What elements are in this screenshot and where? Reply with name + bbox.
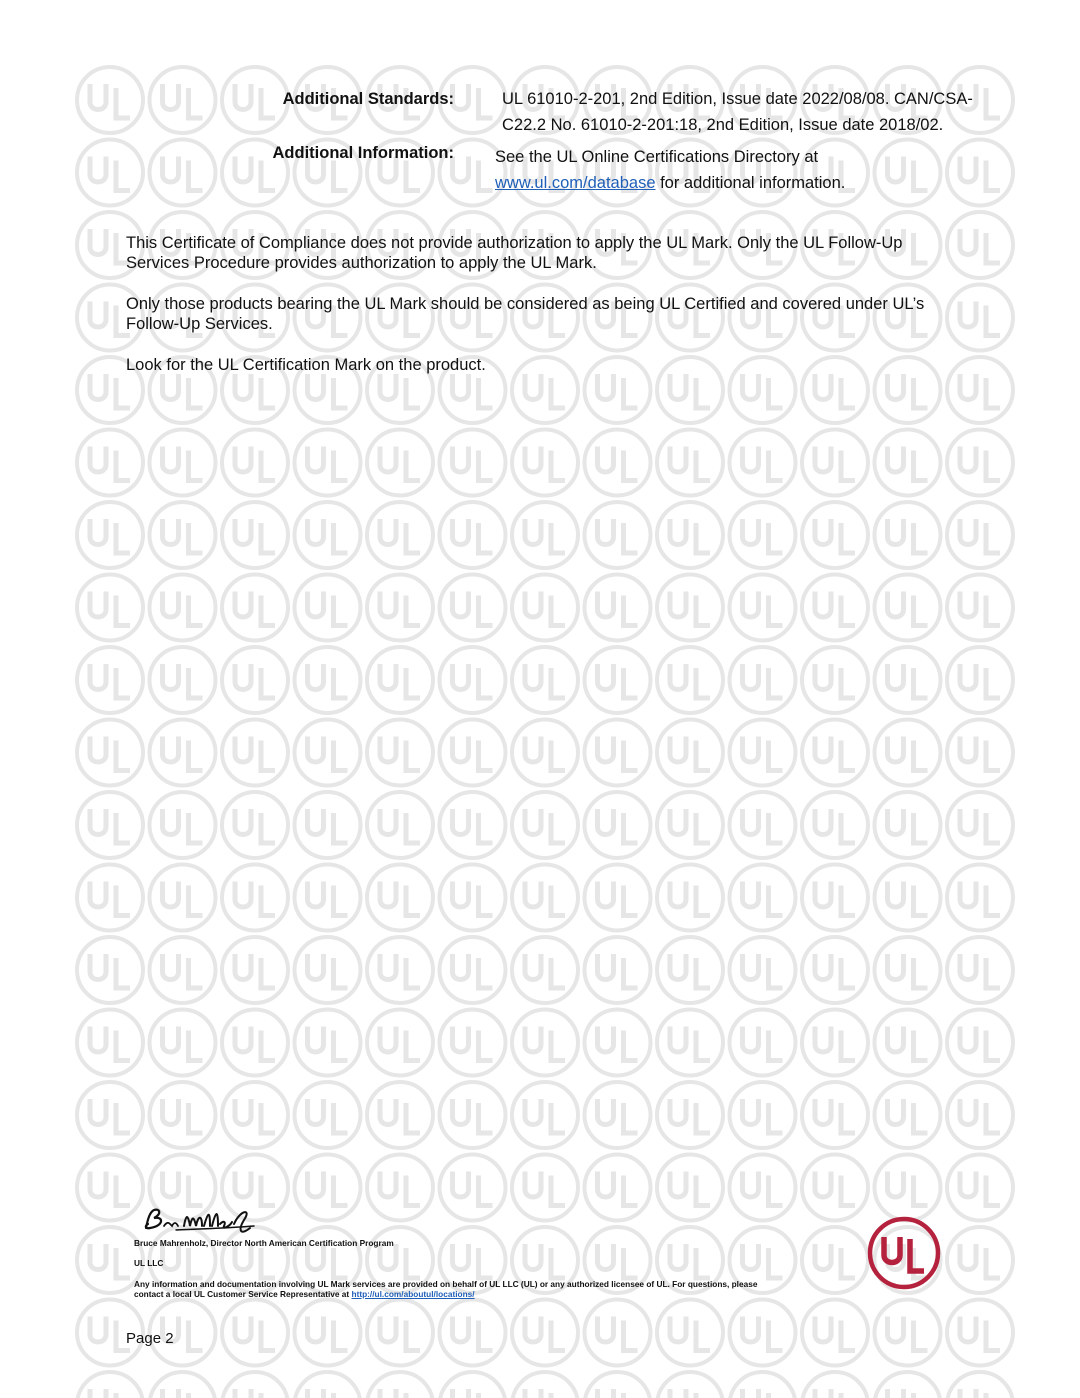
watermark-ul-mark — [947, 937, 1013, 1003]
watermark-ul-mark — [295, 1082, 361, 1148]
watermark-ul-mark — [585, 502, 651, 568]
watermark-ul-mark — [512, 1082, 578, 1148]
watermark-ul-mark — [150, 647, 216, 713]
watermark-ul-mark — [295, 502, 361, 568]
watermark-ul-mark — [947, 1372, 1013, 1398]
watermark-ul-mark — [367, 865, 433, 931]
ul-logo-ring — [870, 1219, 938, 1287]
additional-standards-line-2: C22.2 No. 61010-2-201:18, 2nd Edition, Issue date 2018/02. — [502, 116, 944, 134]
watermark-ul-mark — [77, 502, 143, 568]
watermark-ul-mark — [295, 937, 361, 1003]
signatory-name: Bruce Mahrenholz, Director North American Certification Program — [134, 1238, 394, 1248]
watermark-ul-mark — [802, 430, 868, 496]
watermark-ul-mark — [875, 720, 941, 786]
watermark-ul-mark — [512, 430, 578, 496]
watermark-ul-mark — [875, 1010, 941, 1076]
watermark-ul-mark — [947, 647, 1013, 713]
ul-logo — [866, 1215, 942, 1291]
additional-standards-label: Additional Standards: — [282, 90, 454, 108]
watermark-ul-mark — [150, 1082, 216, 1148]
watermark-ul-mark — [947, 575, 1013, 641]
watermark-ul-mark — [875, 1155, 941, 1221]
signature-image — [140, 1204, 260, 1236]
watermark-ul-mark — [150, 140, 216, 206]
watermark-ul-mark — [875, 865, 941, 931]
watermark-ul-mark — [367, 1372, 433, 1398]
watermark-ul-mark — [802, 502, 868, 568]
watermark-ul-mark — [730, 1300, 796, 1366]
watermark-ul-mark — [585, 937, 651, 1003]
disclaimer-text — [134, 1279, 757, 1299]
watermark-ul-mark — [802, 1082, 868, 1148]
ul-logo-u — [884, 1237, 900, 1263]
watermark-ul-mark — [77, 1010, 143, 1076]
watermark-ul-mark — [947, 285, 1013, 351]
additional-information-value — [495, 144, 845, 196]
watermark-ul-mark — [150, 1010, 216, 1076]
watermark-ul-mark — [367, 575, 433, 641]
watermark-ul-mark — [657, 865, 723, 931]
ul-logo-l — [910, 1239, 924, 1271]
watermark-ul-mark — [440, 502, 506, 568]
watermark-ul-mark — [150, 502, 216, 568]
watermark-ul-mark — [222, 647, 288, 713]
watermark-ul-mark — [802, 1227, 868, 1293]
watermark-ul-mark — [585, 647, 651, 713]
watermark-ul-mark — [222, 720, 288, 786]
watermark-ul-mark — [77, 647, 143, 713]
watermark-ul-mark — [222, 937, 288, 1003]
watermark-ul-mark — [77, 720, 143, 786]
watermark-ul-mark — [730, 937, 796, 1003]
watermark-ul-mark — [657, 1010, 723, 1076]
watermark-ul-mark — [222, 792, 288, 858]
watermark-ul-mark — [802, 937, 868, 1003]
watermark-ul-mark — [802, 1372, 868, 1398]
watermark-ul-mark — [440, 720, 506, 786]
watermark-ul-mark — [802, 1300, 868, 1366]
additional-standards-value — [502, 86, 973, 138]
watermark-ul-mark — [657, 502, 723, 568]
watermark-ul-mark — [802, 865, 868, 931]
watermark-ul-mark — [657, 1155, 723, 1221]
watermark-ul-mark — [77, 1155, 143, 1221]
watermark-ul-mark — [730, 430, 796, 496]
watermark-ul-mark — [730, 1082, 796, 1148]
watermark-ul-mark — [150, 865, 216, 931]
watermark-ul-mark — [875, 430, 941, 496]
watermark-ul-mark — [875, 1082, 941, 1148]
watermark-ul-mark — [367, 430, 433, 496]
watermark-ul-mark — [367, 1010, 433, 1076]
watermark-ul-mark — [657, 1300, 723, 1366]
watermark-ul-mark — [222, 67, 288, 133]
ul-locations-link[interactable]: http://ul.com/aboutul/locations/ — [351, 1289, 475, 1299]
additional-information-line-1: See the UL Online Certifications Directory at — [495, 148, 819, 166]
watermark-ul-mark — [77, 1372, 143, 1398]
watermark-ul-mark — [512, 865, 578, 931]
watermark-ul-mark — [440, 1082, 506, 1148]
watermark-ul-mark — [730, 865, 796, 931]
ul-database-link[interactable]: www.ul.com/database — [495, 174, 656, 192]
watermark-ul-mark — [802, 575, 868, 641]
watermark-ul-mark — [585, 1010, 651, 1076]
watermark-ul-mark — [512, 575, 578, 641]
watermark-ul-mark — [295, 1155, 361, 1221]
watermark-ul-mark — [947, 1010, 1013, 1076]
watermark-ul-mark — [295, 1300, 361, 1366]
watermark-ul-mark — [295, 647, 361, 713]
additional-information-line-2-rest: for additional information. — [655, 174, 846, 192]
watermark-ul-mark — [585, 1300, 651, 1366]
watermark-ul-mark — [222, 575, 288, 641]
watermark-ul-mark — [947, 1300, 1013, 1366]
watermark-ul-mark — [150, 792, 216, 858]
watermark-ul-mark — [77, 1082, 143, 1148]
watermark-ul-mark — [295, 720, 361, 786]
watermark-ul-mark — [802, 647, 868, 713]
watermark-ul-mark — [585, 865, 651, 931]
watermark-ul-mark — [875, 1372, 941, 1398]
watermark-ul-mark — [730, 720, 796, 786]
watermark-ul-mark — [440, 1155, 506, 1221]
watermark-ul-mark — [730, 647, 796, 713]
watermark-ul-mark — [440, 792, 506, 858]
company-name: UL LLC — [134, 1258, 164, 1268]
watermark-ul-mark — [512, 792, 578, 858]
disclaimer-line-2 — [134, 1289, 757, 1299]
watermark-ul-mark — [730, 575, 796, 641]
watermark-ul-mark — [222, 1300, 288, 1366]
disclaimer-line-2-prefix: contact a local UL Customer Service Representative at — [134, 1289, 352, 1299]
watermark-ul-mark — [875, 502, 941, 568]
watermark-ul-mark — [77, 430, 143, 496]
watermark-ul-mark — [585, 575, 651, 641]
watermark-ul-mark — [440, 647, 506, 713]
watermark-ul-mark — [367, 1155, 433, 1221]
watermark-ul-mark — [875, 140, 941, 206]
watermark-ul-mark — [947, 140, 1013, 206]
watermark-ul-mark — [730, 502, 796, 568]
watermark-ul-mark — [367, 792, 433, 858]
watermark-ul-mark — [585, 430, 651, 496]
watermark-ul-mark — [875, 792, 941, 858]
watermark-ul-mark — [512, 1372, 578, 1398]
watermark-ul-mark — [222, 430, 288, 496]
watermark-ul-mark — [77, 865, 143, 931]
watermark-ul-mark — [77, 792, 143, 858]
watermark-ul-mark — [585, 720, 651, 786]
watermark-ul-mark — [512, 1300, 578, 1366]
watermark-ul-mark — [730, 1155, 796, 1221]
watermark-ul-mark — [150, 430, 216, 496]
watermark-ul-mark — [947, 1155, 1013, 1221]
watermark-ul-mark — [947, 792, 1013, 858]
watermark-ul-mark — [657, 937, 723, 1003]
watermark-ul-mark — [802, 792, 868, 858]
additional-information-line-2 — [495, 170, 845, 196]
watermark-ul-mark — [367, 1300, 433, 1366]
additional-information-label: Additional Information: — [272, 144, 454, 162]
watermark-ul-mark — [730, 1010, 796, 1076]
watermark-ul-mark — [295, 865, 361, 931]
watermark-ul-mark — [150, 720, 216, 786]
watermark-ul-mark — [512, 1155, 578, 1221]
watermark-ul-mark — [947, 212, 1013, 278]
watermark-ul-mark — [802, 720, 868, 786]
watermark-ul-mark — [367, 647, 433, 713]
watermark-ul-mark — [657, 792, 723, 858]
watermark-ul-mark — [150, 937, 216, 1003]
watermark-ul-mark — [295, 1010, 361, 1076]
watermark-ul-mark — [947, 1227, 1013, 1293]
watermark-ul-mark — [512, 502, 578, 568]
watermark-ul-mark — [440, 1372, 506, 1398]
watermark-ul-mark — [657, 575, 723, 641]
watermark-ul-mark — [585, 792, 651, 858]
watermark-ul-mark — [295, 792, 361, 858]
watermark-ul-mark — [295, 430, 361, 496]
watermark-ul-mark — [440, 937, 506, 1003]
watermark-ul-mark — [367, 720, 433, 786]
watermark-ul-mark — [77, 575, 143, 641]
watermark-ul-mark — [440, 1300, 506, 1366]
watermark-ul-mark — [512, 1010, 578, 1076]
watermark-ul-mark — [947, 502, 1013, 568]
watermark-ul-mark — [947, 720, 1013, 786]
watermark-ul-mark — [440, 865, 506, 931]
watermark-ul-mark — [77, 67, 143, 133]
watermark-ul-mark — [367, 1082, 433, 1148]
watermark-ul-mark — [585, 1155, 651, 1221]
watermark-ul-mark — [730, 792, 796, 858]
watermark-ul-mark — [77, 140, 143, 206]
watermark-ul-mark — [657, 1372, 723, 1398]
watermark-ul-mark — [947, 430, 1013, 496]
watermark-ul-mark — [222, 1372, 288, 1398]
watermark-ul-mark — [875, 937, 941, 1003]
watermark-ul-mark — [585, 1082, 651, 1148]
watermark-ul-mark — [947, 1082, 1013, 1148]
compliance-authorization-paragraph: This Certificate of Compliance does not provide authorization to apply the UL Mark. Only the UL Follow-Up Services Procedure provides authorization to apply the UL Mark. — [126, 234, 903, 272]
watermark-ul-mark — [657, 720, 723, 786]
watermark-ul-mark — [440, 1010, 506, 1076]
watermark-ul-mark — [947, 865, 1013, 931]
page-number: Page 2 — [126, 1330, 174, 1347]
watermark-ul-mark — [657, 1082, 723, 1148]
watermark-ul-mark — [657, 430, 723, 496]
watermark-ul-mark — [730, 1372, 796, 1398]
watermark-ul-mark — [512, 937, 578, 1003]
watermark-ul-mark — [150, 575, 216, 641]
watermark-ul-mark — [512, 647, 578, 713]
watermark-ul-mark — [367, 502, 433, 568]
watermark-ul-mark — [150, 67, 216, 133]
watermark-ul-mark — [875, 1300, 941, 1366]
watermark-ul-mark — [222, 1010, 288, 1076]
watermark-ul-mark — [947, 357, 1013, 423]
certification-mark-paragraph: Look for the UL Certification Mark on the product. — [126, 356, 486, 374]
watermark-ul-mark — [440, 575, 506, 641]
watermark-ul-mark — [802, 1010, 868, 1076]
watermark-ul-mark — [77, 937, 143, 1003]
watermark-ul-mark — [512, 720, 578, 786]
additional-standards-line-1: UL 61010-2-201, 2nd Edition, Issue date 2022/08/08. CAN/CSA- — [502, 90, 973, 108]
watermark-ul-mark — [222, 1082, 288, 1148]
watermark-ul-mark — [802, 1155, 868, 1221]
watermark-ul-mark — [150, 1372, 216, 1398]
disclaimer-line-1: Any information and documentation involving UL Mark services are provided on behalf of UL LLC (UL) or any authorized licensee of UL. For questions, please — [134, 1279, 758, 1289]
watermark-ul-mark — [585, 1372, 651, 1398]
watermark-ul-mark — [875, 647, 941, 713]
watermark-ul-mark — [367, 937, 433, 1003]
watermark-ul-mark — [295, 1372, 361, 1398]
watermark-ul-mark — [875, 575, 941, 641]
watermark-ul-mark — [222, 502, 288, 568]
watermark-ul-mark — [440, 430, 506, 496]
watermark-ul-mark — [222, 865, 288, 931]
watermark-ul-mark — [295, 575, 361, 641]
certified-products-paragraph: Only those products bearing the UL Mark should be considered as being UL Certified and covered under UL’s Follow-Up Services. — [126, 295, 925, 333]
watermark-ul-mark — [657, 647, 723, 713]
